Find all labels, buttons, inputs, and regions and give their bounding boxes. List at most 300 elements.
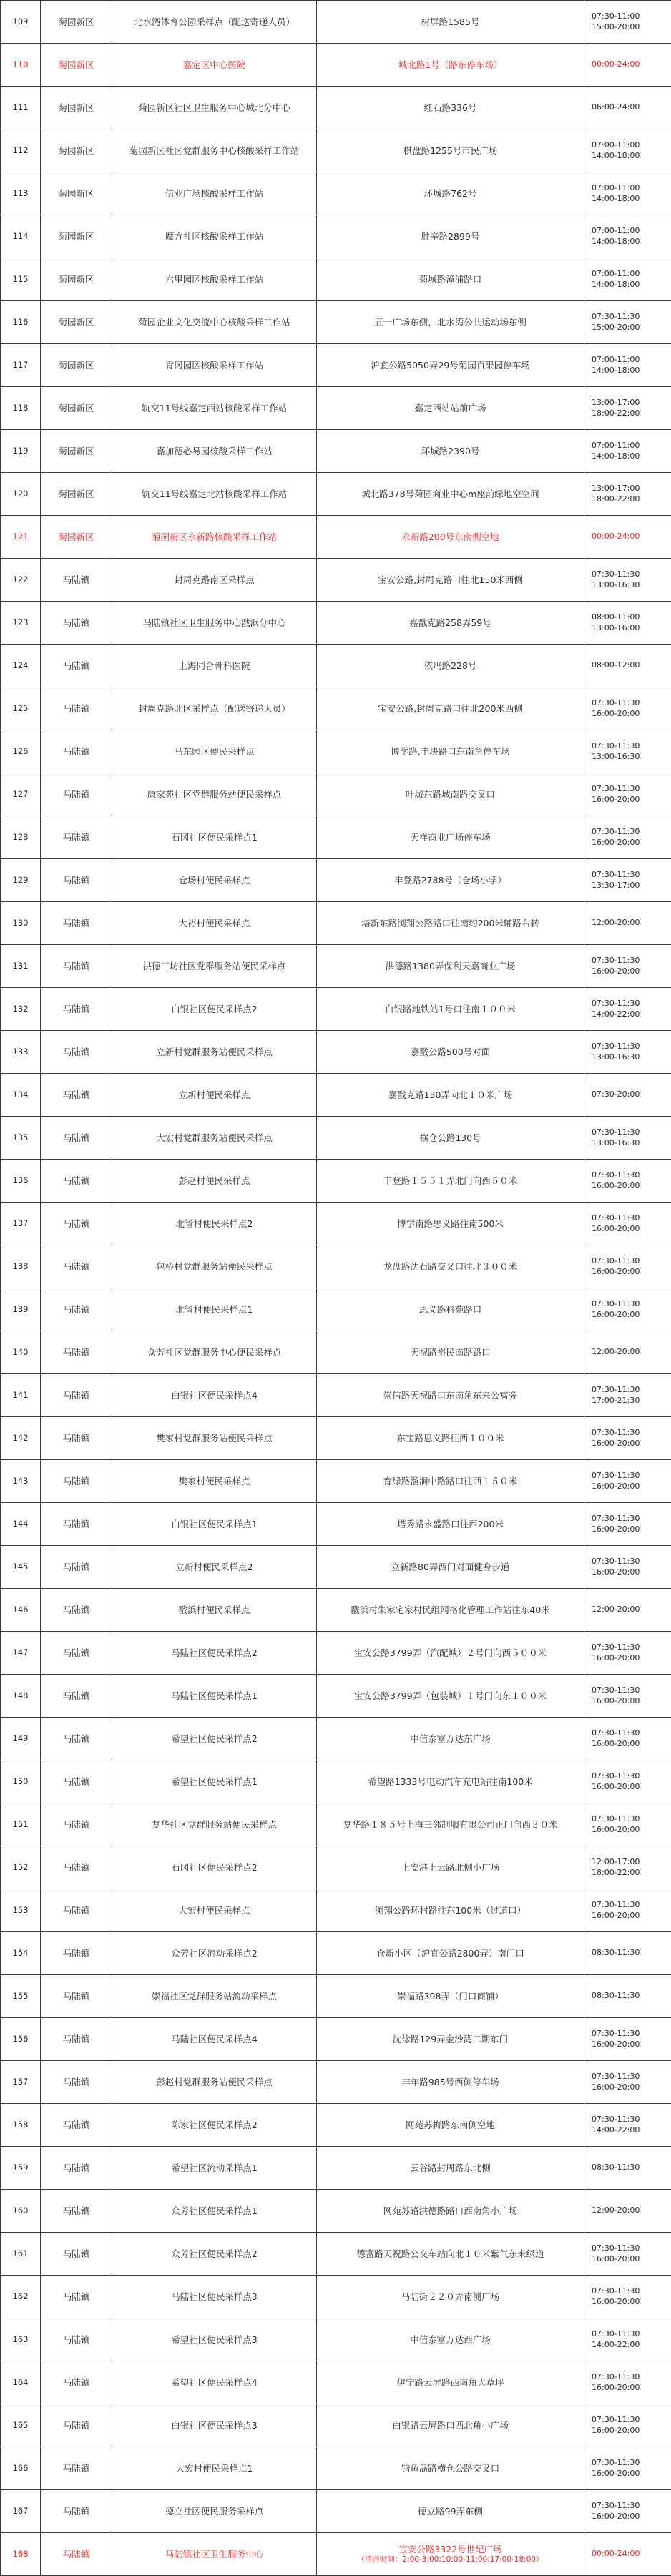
hours-cell: 00:00-24:00 (584, 44, 671, 87)
address-cell: 龙盘路沈石路交叉口往北３００米 (317, 1245, 584, 1288)
site-name-cell: 菊园企业文化交流中心核酸采样工作站 (112, 301, 317, 344)
row-number: 146 (1, 1589, 41, 1632)
row-number: 156 (1, 2018, 41, 2061)
address-cell: 博学路,丰块路口东南角停车场 (317, 730, 584, 773)
address-cell: 丰登路2788号（仓场小学） (317, 859, 584, 902)
table-body (1, 1, 671, 2576)
table-row (1, 687, 671, 730)
hours-cell: 07:30-11:30 16:00-20:00 (584, 2404, 671, 2447)
district-cell: 马陆镇 (41, 602, 112, 645)
row-number: 140 (1, 1331, 41, 1374)
row-number: 158 (1, 2104, 41, 2147)
table-row (1, 2276, 671, 2318)
district-cell: 马陆镇 (41, 2533, 112, 2576)
district-cell: 马陆镇 (41, 1245, 112, 1288)
district-cell: 马陆镇 (41, 1160, 112, 1203)
address-cell: 嘉定西站站前广场 (317, 387, 584, 430)
hours-cell: 06:00-24:00 (584, 87, 671, 129)
hours-cell: 07:30-11:30 16:00-20:00 (584, 816, 671, 859)
site-name-cell: 白银社区便民采样点3 (112, 2404, 317, 2447)
row-number: 160 (1, 2190, 41, 2233)
table-row (1, 44, 671, 87)
district-cell: 马陆镇 (41, 1675, 112, 1718)
row-number: 115 (1, 258, 41, 301)
district-cell: 马陆镇 (41, 1846, 112, 1889)
site-name-cell: 马陆镇社区卫生服务中心戬浜分中心 (112, 602, 317, 645)
row-number: 164 (1, 2361, 41, 2404)
district-cell: 马陆镇 (41, 730, 112, 773)
hours-cell: 07:30-11:00 15:00-20:00 (584, 1, 671, 44)
row-number: 111 (1, 87, 41, 129)
table-row (1, 859, 671, 902)
site-name-cell: 北水湾体育公园采样点（配送寄递人员） (112, 1, 317, 44)
table-row (1, 1589, 671, 1632)
address-cell: 仓新小区（沪宜公路2800弄）南门口 (317, 1932, 584, 1975)
district-cell: 马陆镇 (41, 2190, 112, 2233)
address-cell: 丰登路１５５１弄北门向西５０米 (317, 1160, 584, 1203)
district-cell: 马陆镇 (41, 1074, 112, 1117)
site-name-cell: 白银社区便民采样点2 (112, 988, 317, 1031)
hours-cell: 12:00-17:00 18:00-22:00 (584, 1846, 671, 1889)
row-number: 150 (1, 1760, 41, 1803)
table-row (1, 1889, 671, 1932)
table-row (1, 902, 671, 945)
district-cell: 马陆镇 (41, 945, 112, 988)
district-cell: 马陆镇 (41, 773, 112, 816)
site-name-cell: 封周克路南区采样点 (112, 559, 317, 602)
row-number: 118 (1, 387, 41, 430)
hours-cell: 07:00-11:00 14:00-18:00 (584, 344, 671, 387)
table-row (1, 430, 671, 473)
address-cell: 城北路1号（路东停车场） (317, 44, 584, 87)
district-cell: 马陆镇 (41, 816, 112, 859)
address-cell: 宝安公路3799弄（汽配城）２号门向西５００米 (317, 1632, 584, 1675)
address-cell: 钧鱼岛路横仓公路交叉口 (317, 2447, 584, 2490)
row-number: 168 (1, 2533, 41, 2576)
district-cell: 马陆镇 (41, 1589, 112, 1632)
table-row (1, 945, 671, 988)
address-cell: 思义路科苑路口 (317, 1288, 584, 1331)
district-cell: 马陆镇 (41, 2361, 112, 2404)
address-cell: 宝安公路3799弄（包装城）１号门向东１００米 (317, 1675, 584, 1718)
district-cell: 马陆镇 (41, 2447, 112, 2490)
site-name-cell: 轨交11号线嘉定北站核酸采样工作站 (112, 473, 317, 516)
hours-cell: 13:00-17:00 18:00-22:00 (584, 387, 671, 430)
site-name-cell: 石冈社区便民采样点1 (112, 816, 317, 859)
row-number: 126 (1, 730, 41, 773)
district-cell: 菊园新区 (41, 387, 112, 430)
district-cell: 马陆镇 (41, 1117, 112, 1160)
district-cell: 马陆镇 (41, 687, 112, 730)
hours-cell: 07:30-11:30 16:00-20:00 (584, 1245, 671, 1288)
hours-cell: 07:30-11:30 14:00-22:00 (584, 2318, 671, 2361)
site-name-cell: 樊家村党群服务站便民采样点 (112, 1417, 317, 1460)
table-row (1, 1803, 671, 1846)
site-name-cell: 德立社区便民服务采样点 (112, 2490, 317, 2533)
address-cell: 中信泰富万达东广场 (317, 1718, 584, 1760)
table-row (1, 1460, 671, 1503)
table-row (1, 1932, 671, 1975)
hours-cell: 07:00-11:00 14:00-18:00 (584, 215, 671, 258)
row-number: 151 (1, 1803, 41, 1846)
district-cell: 马陆镇 (41, 1632, 112, 1675)
site-name-cell: 轨交11号线嘉定西站核酸采样工作站 (112, 387, 317, 430)
hours-cell: 08:30-11:30 (584, 2147, 671, 2190)
row-number: 114 (1, 215, 41, 258)
site-name-cell: 马陆镇社区卫生服务中心 (112, 2533, 317, 2576)
hours-cell: 07:30-11:30 16:00-20:00 (584, 1760, 671, 1803)
site-name-cell: 白银社区便民采样点1 (112, 1503, 317, 1546)
district-cell: 马陆镇 (41, 2018, 112, 2061)
address-cell: 崇信路天祝路口东南角东来公寓旁 (317, 1374, 584, 1417)
hours-cell: 07:30-11:30 16:00-20:00 (584, 945, 671, 988)
hours-cell: 07:30-11:30 13:00-16:30 (584, 730, 671, 773)
table-row (1, 2533, 671, 2576)
row-number: 142 (1, 1417, 41, 1460)
district-cell: 马陆镇 (41, 1331, 112, 1374)
row-number: 153 (1, 1889, 41, 1932)
address-cell: 伊宁路云屏路西南角大草坪 (317, 2361, 584, 2404)
site-name-cell: 樊家村便民采样点 (112, 1460, 317, 1503)
table-row (1, 2147, 671, 2190)
hours-cell: 07:30-20:00 (584, 1074, 671, 1117)
site-name-cell: 众芳社区便民采样点2 (112, 2233, 317, 2276)
district-cell: 菊园新区 (41, 473, 112, 516)
district-cell: 马陆镇 (41, 1031, 112, 1074)
hours-cell: 12:00-20:00 (584, 902, 671, 945)
district-cell: 马陆镇 (41, 1288, 112, 1331)
site-name-cell: 封周克路北区采样点（配送寄递人员） (112, 687, 317, 730)
table-row (1, 1718, 671, 1760)
hours-cell: 07:30-11:30 16:00-20:00 (584, 1288, 671, 1331)
site-name-cell: 上海同合骨科医院 (112, 645, 317, 687)
hours-cell: 07:30-11:30 16:00-20:00 (584, 1675, 671, 1718)
address-cell: 戬浜村朱家宅家村民组网格化管理工作站往东40米 (317, 1589, 584, 1632)
row-number: 110 (1, 44, 41, 87)
site-name-cell: 希望社区便民采样点3 (112, 2318, 317, 2361)
hours-cell: 07:30-11:30 13:00-16:30 (584, 1117, 671, 1160)
site-name-cell: 大宏村便民采样点 (112, 1889, 317, 1932)
address-cell: 棋盘路1255号市民广场 (317, 129, 584, 172)
table-row (1, 1675, 671, 1718)
address-cell: 环城路762号 (317, 172, 584, 215)
hours-cell: 13:00-17:00 18:00-22:00 (584, 473, 671, 516)
site-name-cell: 洪德三坊社区党群服务站便民采样点 (112, 945, 317, 988)
district-cell: 马陆镇 (41, 1932, 112, 1975)
address-cell: 德立路99弄东侧 (317, 2490, 584, 2533)
table-row (1, 129, 671, 172)
row-number: 119 (1, 430, 41, 473)
table-row (1, 1632, 671, 1675)
address-cell: 树屏路1585号 (317, 1, 584, 44)
address-cell: 洪德路1380弄保利天嘉商业广场 (317, 945, 584, 988)
hours-cell: 07:30-11:30 16:00-20:00 (584, 2233, 671, 2276)
table-row (1, 602, 671, 645)
site-name-cell: 陈家社区便民采样点2 (112, 2104, 317, 2147)
address-cell: 网苑苏梅路东南侧空地 (317, 2104, 584, 2147)
district-cell: 菊园新区 (41, 44, 112, 87)
district-cell: 马陆镇 (41, 2061, 112, 2104)
site-name-cell: 希望社区便民采样点2 (112, 1718, 317, 1760)
row-number: 116 (1, 301, 41, 344)
address-cell: 胜辛路2899号 (317, 215, 584, 258)
row-number: 163 (1, 2318, 41, 2361)
row-number: 120 (1, 473, 41, 516)
table-row (1, 1245, 671, 1288)
address-cell: 希望路1333号电动汽车充电站往南100米 (317, 1760, 584, 1803)
table-row (1, 1203, 671, 1245)
row-number: 145 (1, 1546, 41, 1589)
row-number: 129 (1, 859, 41, 902)
address-cell: 宝安公路,封周克路口往北200米西侧 (317, 687, 584, 730)
address-cell: 马陆街２２０弄南侧广场 (317, 2276, 584, 2318)
table-row (1, 645, 671, 687)
row-number: 139 (1, 1288, 41, 1331)
district-cell: 马陆镇 (41, 2104, 112, 2147)
table-row (1, 2233, 671, 2276)
district-cell: 马陆镇 (41, 1718, 112, 1760)
district-cell: 马陆镇 (41, 902, 112, 945)
address-cell: 云谷路封周路东北侧 (317, 2147, 584, 2190)
district-cell: 马陆镇 (41, 1760, 112, 1803)
site-name-cell: 希望社区流动采样点1 (112, 2147, 317, 2190)
address-cell: 宝安公路3322号世纪广场 （清帝时间：2:00-3:00;10:00-11:00;17:00-18:00） (317, 2533, 584, 2576)
row-number: 143 (1, 1460, 41, 1503)
table-row (1, 1, 671, 44)
site-name-cell: 嘉加德必易园核酸采样工作站 (112, 430, 317, 473)
site-name-cell: 彭赵村便民采样点 (112, 1160, 317, 1203)
table-row (1, 1374, 671, 1417)
hours-cell: 07:30-11:30 16:00-20:00 (584, 2361, 671, 2404)
hours-cell: 07:00-11:00 14:00-18:00 (584, 430, 671, 473)
table-row (1, 1846, 671, 1889)
hours-cell: 07:30-11:30 16:00-20:00 (584, 773, 671, 816)
site-name-cell: 菊园新区社区卫生服务中心城北分中心 (112, 87, 317, 129)
row-number: 128 (1, 816, 41, 859)
site-name-cell: 戬浜村便民采样点 (112, 1589, 317, 1632)
row-number: 113 (1, 172, 41, 215)
row-number: 141 (1, 1374, 41, 1417)
site-name-cell: 大裕村便民采样点 (112, 902, 317, 945)
address-cell: 立新路80弄西门对面健身步道 (317, 1546, 584, 1589)
site-name-cell: 彭赵村党群服务站便民采样点 (112, 2061, 317, 2104)
site-name-cell: 信业广场核酸采样工作站 (112, 172, 317, 215)
row-number: 121 (1, 516, 41, 559)
district-cell: 马陆镇 (41, 1546, 112, 1589)
row-number: 166 (1, 2447, 41, 2490)
hours-cell: 12:00-20:00 (584, 1331, 671, 1374)
table-row (1, 2490, 671, 2533)
hours-cell: 07:00-11:00 14:00-18:00 (584, 129, 671, 172)
address-cell: 白银路地铁站1号口往南１００米 (317, 988, 584, 1031)
site-name-cell: 众芳社区党群服务中心便民采样点 (112, 1331, 317, 1374)
site-name-cell: 北管村便民采样点2 (112, 1203, 317, 1245)
hours-cell: 07:30-11:30 16:00-20:00 (584, 2018, 671, 2061)
district-cell: 菊园新区 (41, 344, 112, 387)
table-row (1, 2318, 671, 2361)
table-row (1, 172, 671, 215)
district-cell: 马陆镇 (41, 1803, 112, 1846)
table-row (1, 1331, 671, 1374)
row-number: 130 (1, 902, 41, 945)
district-cell: 马陆镇 (41, 2147, 112, 2190)
row-number: 134 (1, 1074, 41, 1117)
district-cell: 菊园新区 (41, 215, 112, 258)
hours-cell: 08:30-11:30 (584, 1975, 671, 2018)
address-cell: 叶城东路城南路交叉口 (317, 773, 584, 816)
hours-cell: 07:00-11:00 14:00-18:00 (584, 258, 671, 301)
address-cell: 塔秀路永盛路口往西200米 (317, 1503, 584, 1546)
table-row (1, 387, 671, 430)
address-cell: 上安港上云路北侧小广场 (317, 1846, 584, 1889)
district-cell: 菊园新区 (41, 301, 112, 344)
district-cell: 马陆镇 (41, 1975, 112, 2018)
site-name-cell: 仓场村便民采样点 (112, 859, 317, 902)
row-number: 159 (1, 2147, 41, 2190)
district-cell: 菊园新区 (41, 258, 112, 301)
table-row (1, 2447, 671, 2490)
district-cell: 菊园新区 (41, 1, 112, 44)
table-row (1, 2018, 671, 2061)
site-name-cell: 马陆社区便民采样点1 (112, 1675, 317, 1718)
address-cell: 复华路１８５号上海三邻制服有限公司正门向西３０米 (317, 1803, 584, 1846)
address-cell: 网苑苏路洪德路路口西南角小广场 (317, 2190, 584, 2233)
address-cell: 塔新东路浏翔公路路口往南约200米辅路右转 (317, 902, 584, 945)
address-cell: 环城路2390号 (317, 430, 584, 473)
address-cell: 沈徐路129弄金沙湾二期东门 (317, 2018, 584, 2061)
row-number: 135 (1, 1117, 41, 1160)
table-row (1, 87, 671, 129)
address-cell: 沪宜公路5050弄29号菊园百果园停车场 (317, 344, 584, 387)
site-name-cell: 众芳社区流动采样点2 (112, 1932, 317, 1975)
district-cell: 马陆镇 (41, 1460, 112, 1503)
table-row (1, 773, 671, 816)
district-cell: 马陆镇 (41, 2490, 112, 2533)
address-cell: 德富路天祝路公交车站向北１０米紫气东来绿道 (317, 2233, 584, 2276)
row-number: 155 (1, 1975, 41, 2018)
site-name-cell: 希望社区便民采样点1 (112, 1760, 317, 1803)
table-row (1, 301, 671, 344)
table-row (1, 1117, 671, 1160)
district-cell: 菊园新区 (41, 87, 112, 129)
district-cell: 菊园新区 (41, 516, 112, 559)
address-cell: 菊城路漳浦路口 (317, 258, 584, 301)
district-cell: 马陆镇 (41, 1417, 112, 1460)
address-cell: 嘉戬公路500号对面 (317, 1031, 584, 1074)
table-row (1, 344, 671, 387)
site-name-cell: 白银社区便民采样点4 (112, 1374, 317, 1417)
site-name-cell: 大宏村党群服务站便民采样点 (112, 1117, 317, 1160)
table-row (1, 1031, 671, 1074)
hours-cell: 12:00-20:00 (584, 1589, 671, 1632)
address-cell: 永新路200号东南侧空地 (317, 516, 584, 559)
site-name-cell: 马陆社区便民采样点4 (112, 2018, 317, 2061)
table-row (1, 2361, 671, 2404)
hours-cell: 08:00-12:00 (584, 645, 671, 687)
hours-cell: 07:30-11:30 16:00-20:00 (584, 1160, 671, 1203)
row-number: 167 (1, 2490, 41, 2533)
row-number: 165 (1, 2404, 41, 2447)
site-name-cell: 嘉定区中心医院 (112, 44, 317, 87)
district-cell: 马陆镇 (41, 1374, 112, 1417)
site-name-cell: 马东园区便民采样点 (112, 730, 317, 773)
district-cell: 马陆镇 (41, 559, 112, 602)
hours-cell: 07:30-11:30 16:00-20:00 (584, 1803, 671, 1846)
hours-cell: 07:30-11:30 16:00-20:00 (584, 1503, 671, 1546)
address-cell: 丰年路985号西侧停车场 (317, 2061, 584, 2104)
row-number: 138 (1, 1245, 41, 1288)
hours-cell: 07:30-11:30 14:00-22:00 (584, 2104, 671, 2147)
table-row (1, 473, 671, 516)
row-number: 148 (1, 1675, 41, 1718)
hours-cell: 07:30-11:30 14:00-22:00 (584, 988, 671, 1031)
hours-cell: 08:00-11:00 13:00-16:00 (584, 602, 671, 645)
hours-cell: 00:00-24:00 (584, 516, 671, 559)
site-name-cell: 包桥村党群服务站便民采样点 (112, 1245, 317, 1288)
district-cell: 马陆镇 (41, 1203, 112, 1245)
table-row (1, 2104, 671, 2147)
site-name-cell: 立新村便民采样点2 (112, 1546, 317, 1589)
district-cell: 菊园新区 (41, 172, 112, 215)
table-row (1, 730, 671, 773)
site-name-cell: 北管村便民采样点1 (112, 1288, 317, 1331)
hours-cell: 07:30-11:30 16:00-20:00 (584, 1460, 671, 1503)
hours-cell: 07:30-11:30 16:00-20:00 (584, 1718, 671, 1760)
table-row (1, 2404, 671, 2447)
site-name-cell: 菊园新区社区党群服务中心核酸采样工作站 (112, 129, 317, 172)
hours-cell: 08:30-11:30 (584, 1932, 671, 1975)
row-number: 124 (1, 645, 41, 687)
row-number: 157 (1, 2061, 41, 2104)
row-number: 132 (1, 988, 41, 1031)
site-name-cell: 菊园新区永新路核酸采样工作站 (112, 516, 317, 559)
address-cell: 红石路336号 (317, 87, 584, 129)
site-name-cell: 康家苑社区党群服务站便民采样点 (112, 773, 317, 816)
hours-cell: 07:30-11:30 16:00-20:00 (584, 2447, 671, 2490)
row-number: 122 (1, 559, 41, 602)
site-name-cell: 魔方社区核酸采样工作站 (112, 215, 317, 258)
site-name-cell: 六里园区核酸采样工作站 (112, 258, 317, 301)
site-name-cell: 立新村党群服务站便民采样点 (112, 1031, 317, 1074)
hours-cell: 07:00-11:00 14:00-18:00 (584, 172, 671, 215)
address-cell: 横仓公路130号 (317, 1117, 584, 1160)
row-number: 133 (1, 1031, 41, 1074)
table-row (1, 1288, 671, 1331)
address-cell: 白银路云屏路口西北角小广场 (317, 2404, 584, 2447)
site-name-cell: 众芳社区便民采样点1 (112, 2190, 317, 2233)
hours-cell: 07:30-11:30 16:00-20:00 (584, 2276, 671, 2318)
hours-cell: 07:30-11:30 13:00-16:30 (584, 559, 671, 602)
table-row (1, 2061, 671, 2104)
site-name-cell: 青冈园区核酸采样工作站 (112, 344, 317, 387)
address-cell: 育绿路溜涧中路路口往西１５０米 (317, 1460, 584, 1503)
hours-cell: 07:30-11:30 15:00-20:00 (584, 301, 671, 344)
table-row (1, 516, 671, 559)
address-cell: 嘉戬克路258弄59号 (317, 602, 584, 645)
district-cell: 马陆镇 (41, 859, 112, 902)
row-number: 161 (1, 2233, 41, 2276)
hours-cell: 07:30-11:30 17:00-21:30 (584, 1374, 671, 1417)
table-row (1, 2190, 671, 2233)
row-number: 127 (1, 773, 41, 816)
row-number: 136 (1, 1160, 41, 1203)
row-number: 123 (1, 602, 41, 645)
district-cell: 菊园新区 (41, 129, 112, 172)
hours-cell: 07:30-11:30 16:00-20:00 (584, 1546, 671, 1589)
row-number: 144 (1, 1503, 41, 1546)
table-row (1, 258, 671, 301)
table-row (1, 816, 671, 859)
